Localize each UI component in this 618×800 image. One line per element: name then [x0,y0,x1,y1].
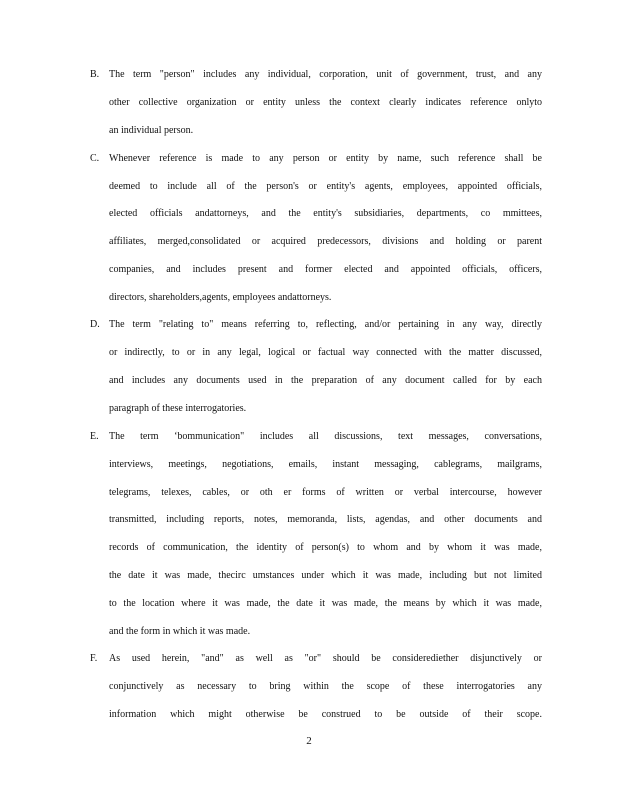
item-line: elected officials andattorneys, and the entity's subsidiaries, departments, co mmittees, [109,208,542,219]
item-line: transmitted, including reports, notes, memoranda, lists, agendas, and other documents and [109,514,542,525]
item-line: and includes any documents used in the preparation of any document called for by each [109,375,542,386]
item-line: affiliates, merged,consolidated or acquired predecessors, divisions and holding or parent [109,236,542,247]
item-line: or indirectly, to or in any legal, logical or factual way connected with the matter discussed, [109,347,542,358]
item-letter: B. [90,69,100,80]
item-line: telegrams, telexes, cables, or oth er forms of written or verbal intercourse, however [109,487,542,498]
item-line: conjunctively as necessary to bring within the scope of these interrogatories any [109,681,542,692]
item-line: the date it was made, thecirc umstances under which it was made, including but not limited [109,570,542,581]
item-line: and the form in which it was made. [109,626,251,637]
item-line: records of communication, the identity of person(s) to whom and by whom it was made, [109,542,542,553]
item-line: directors, shareholders,agents, employees andattorneys. [109,292,332,303]
item-letter: E. [90,431,99,442]
item-line: an individual person. [109,125,194,136]
item-line: information which might otherwise be construed to be outside of their scope. [109,709,542,720]
item-line: The term "person" includes any individual, corporation, unit of government, trust, and any [109,69,542,80]
item-line: The term "relating to" means referring to, reflecting, and/or pertaining in any way, directly [109,319,542,330]
item-line: to the location where it was made, the date it was made, the means by which it was made, [109,598,542,609]
item-letter: D. [90,319,100,330]
item-letter: C. [90,153,100,164]
item-line: interviews, meetings, negotiations, emails, instant messaging, cablegrams, mailgrams, [109,459,542,470]
item-line: As used herein, "and" as well as "or" should be considerediether disjunctively or [109,653,542,664]
page-number: 2 [306,735,312,747]
item-line: Whenever reference is made to any person or entity by name, such reference shall be [109,153,542,164]
item-letter: F. [90,653,98,664]
item-line: The term ‘bommunication" includes all discussions, text messages, conversations, [109,431,542,442]
item-line: deemed to include all of the person's or entity's agents, employees, appointed officials, [109,181,542,192]
item-line: other collective organization or entity unless the context clearly indicates reference onlyto [109,97,542,108]
item-line: paragraph of these interrogatories. [109,403,247,414]
item-line: companies, and includes present and former elected and appointed officials, officers, [109,264,542,275]
